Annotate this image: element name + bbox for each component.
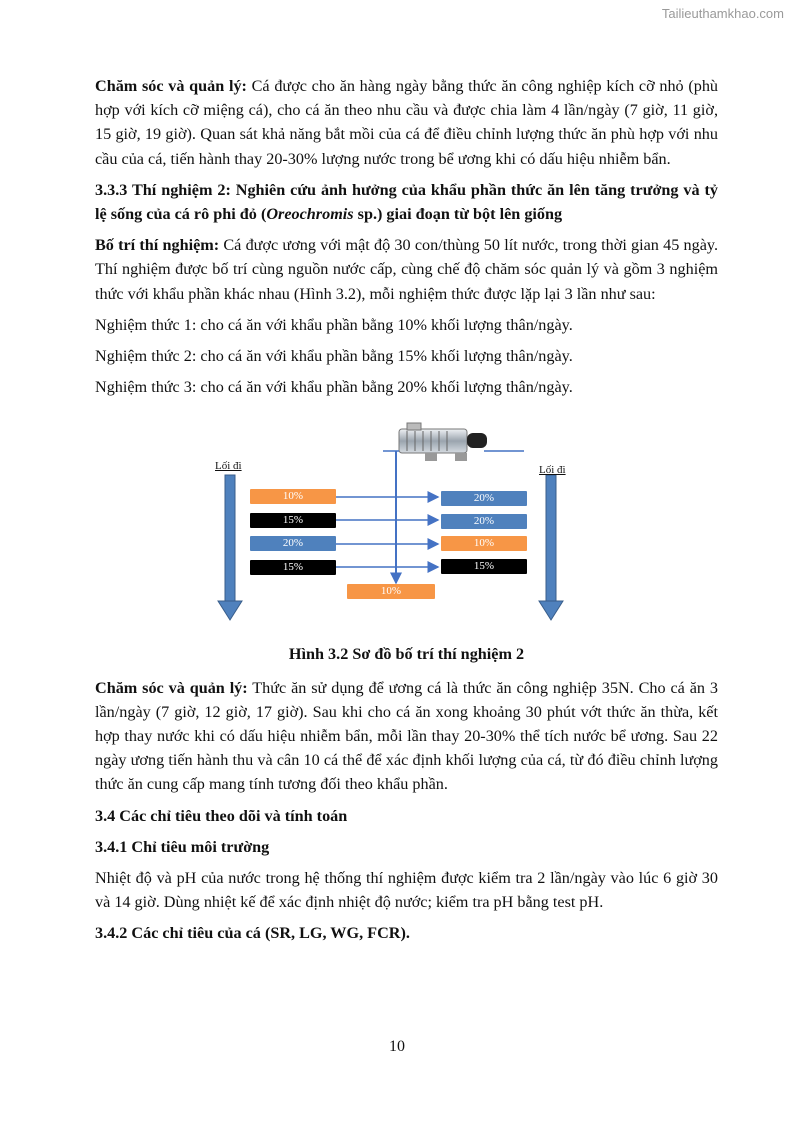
tank-bottom: 10% — [347, 584, 435, 599]
paragraph-label: Chăm sóc và quản lý: — [95, 678, 248, 697]
treatment-1: Nghiệm thức 1: cho cá ăn với khẩu phần bằng 10% khối lượng thân/ngày. — [95, 315, 573, 334]
walkway-right-label: Lối đi — [539, 464, 566, 477]
heading-3-4-2: 3.4.2 Các chỉ tiêu của cá (SR, LG, WG, FCR). — [95, 924, 410, 943]
heading-3-4: 3.4 Các chỉ tiêu theo dõi và tính toán — [95, 806, 348, 825]
watermark: Tailieuthamkhao.com — [661, 6, 784, 21]
species-name: Oreochromis — [266, 205, 354, 224]
tank-right-1: 20% — [441, 491, 527, 506]
walkway-left-arrow — [218, 475, 242, 620]
paragraph-label: Bố trí thí nghiệm: — [95, 236, 220, 255]
paragraph-care-2 — [95, 676, 718, 797]
heading-3-4-1: 3.4.1 Chỉ tiêu môi trường — [95, 837, 270, 856]
walkway-left-label: Lối đi — [215, 460, 242, 473]
experiment-layout-diagram — [95, 415, 718, 630]
paragraph-label: Chăm sóc và quản lý: — [95, 77, 247, 95]
heading-text: 3.3.3 Thí nghiệm 2: Nghiên cứu ảnh hưởng của khẩu phần thức ăn lên tăng trưởng và tỷ lệ sống của cá rô phi đỏ ( — [95, 180, 718, 224]
page-content — [95, 74, 718, 953]
tank-right-4: 15% — [441, 559, 527, 574]
tank-left-1: 10% — [250, 489, 336, 504]
page-number: 10 — [389, 1038, 405, 1055]
paragraph-environment: Nhiệt độ và pH của nước trong hệ thống thí nghiệm được kiểm tra 2 lần/ngày vào lúc 6 giờ 30 và 14 giờ. Dùng nhiệt kế để xác định nhiệt độ nước; kiểm tra pH bằng test pH. — [95, 869, 718, 912]
air-pump-icon — [399, 423, 487, 461]
tank-right-2: 20% — [441, 514, 527, 529]
paragraph-text: Cá được ương với mật độ 30 con/thùng 50 lít nước, trong thời gian 45 ngày. Thí nghiệm được bố trí cùng nguồn nước cấp, cùng chế độ chăm sóc quản lý và gồm 3 nghiệm thức với khẩu phần khác nhau (Hình 3.2), mỗi nghiệm thức được lặp lại 3 lần như sau: — [95, 236, 718, 303]
figure-caption: Hình 3.2 Sơ đồ bố trí thí nghiệm 2 — [288, 645, 525, 664]
heading-text-end: sp.) giai đoạn từ bột lên giống — [353, 205, 563, 224]
paragraph-setup — [95, 233, 718, 306]
walkway-right-arrow — [539, 475, 563, 620]
tank-left-3: 20% — [250, 536, 336, 551]
treatment-2: Nghiệm thức 2: cho cá ăn với khẩu phần bằng 15% khối lượng thân/ngày. — [95, 347, 573, 366]
paragraph-care-1 — [95, 74, 718, 171]
tank-left-2: 15% — [250, 513, 336, 528]
treatment-3: Nghiệm thức 3: cho cá ăn với khẩu phần bằng 20% khối lượng thân/ngày. — [95, 378, 573, 397]
heading-3-3-3 — [95, 178, 718, 226]
paragraph-text: Cá được cho ăn hàng ngày bằng thức ăn công nghiệp kích cỡ nhỏ (phù hợp với kích cỡ miệng cá), cho cá ăn theo nhu cầu và được chia làm 4 lần/ngày (7 giờ, 11 giờ, 15 giờ, 19 giờ). Quan sát khả năng bắt mồi của cá để điều chỉnh lượng thức ăn phù hợp với nhu cầu của cá, tiến hành thay 20-30% lượng nước trong bể ương khi có dấu hiệu nhiễm bẩn. — [95, 77, 719, 168]
tank-left-4: 15% — [250, 560, 336, 575]
tank-right-3: 10% — [441, 536, 527, 551]
paragraph-text: Thức ăn sử dụng để ương cá là thức ăn công nghiệp 35N. Cho cá ăn 3 lần/ngày (7 giờ, 12 giờ, 17 giờ). Sau khi cho cá ăn xong khoảng 30 phút vớt thức ăn thừa, kết hợp thay nước khi có dấu hiệu nhiễm bẩn, mỗi lần thay 20-30% thể tích nước bể ương. Sau 22 ngày ương tiến hành thu và cân 10 cá thể để xác định khối lượng của cá, từ đó điều chỉnh lượng thức ăn cung cấp mang tính tương đối theo khẩu phần. — [95, 678, 718, 794]
